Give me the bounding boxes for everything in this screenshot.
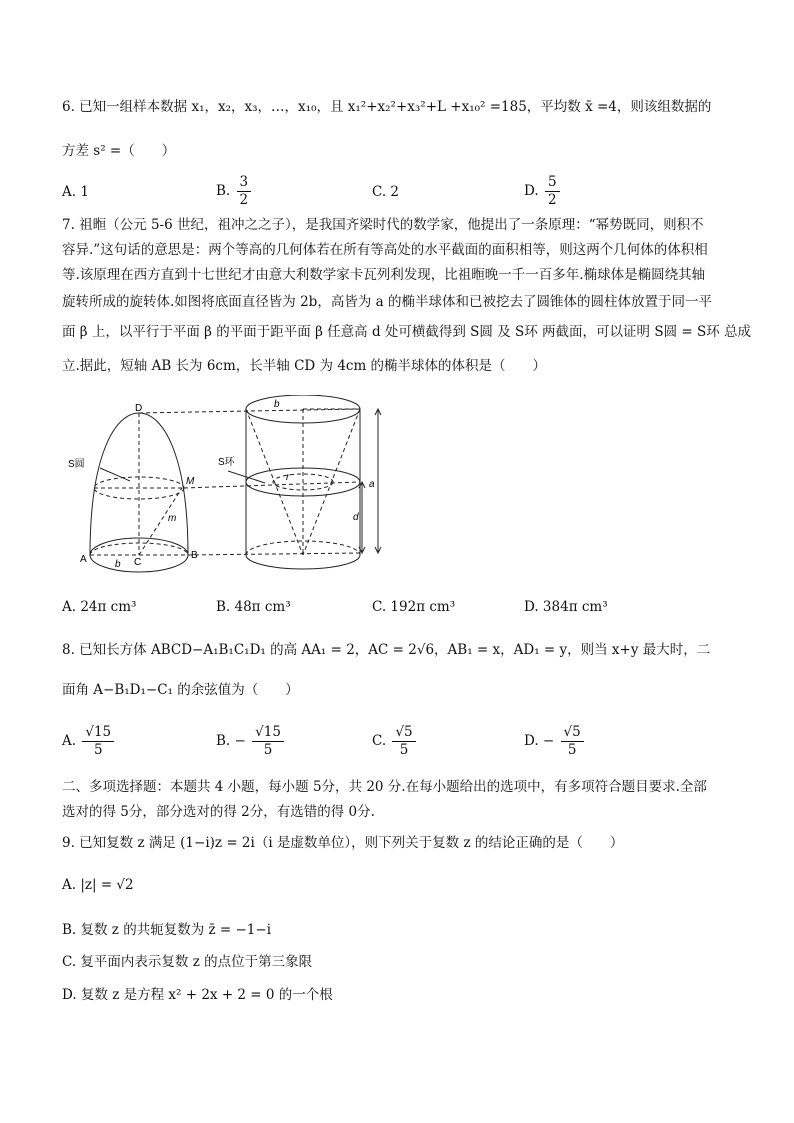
q8-option-b-fraction xyxy=(252,724,284,759)
q6-d-den: 2 xyxy=(547,192,557,208)
q9-option-d: D. 复数 z 是方程 x² + 2x + 2 = 0 的一个根 xyxy=(62,987,333,1003)
q7-line5: 面 β 上，以平行于平面 β 的平面于距平面 β 任意高 d 处可横截得到 S圆 及 S环 两截面，可以证明 S圆 = S环 总成 xyxy=(62,324,752,340)
q6-b-num: 3 xyxy=(237,174,252,192)
section2-line2: 选对的得 5分，部分选对的得 2分，有选错的得 0分. xyxy=(62,804,375,820)
q8-line2: 面角 A−B₁D₁−C₁ 的余弦值为（ ） xyxy=(62,682,299,698)
cone-right xyxy=(303,409,360,555)
q6-line2: 方差 s² =（ ） xyxy=(62,143,176,159)
label-S-ring: S环 xyxy=(218,457,235,468)
q8-b-den: 5 xyxy=(263,742,273,758)
q9-option-b: B. 复数 z 的共轭复数为 z̄ = −1−i xyxy=(62,922,272,938)
label-d: d xyxy=(353,512,359,523)
q8-option-c xyxy=(372,724,418,759)
q7-figure xyxy=(60,395,390,585)
q8-a-num: √15 xyxy=(82,724,114,742)
q7-option-b: B. 48π cm³ xyxy=(216,599,291,615)
q8-option-b-label: B. − xyxy=(216,733,246,749)
q6-option-c: C. 2 xyxy=(372,184,400,200)
q7-option-c: C. 192π cm³ xyxy=(372,599,456,615)
q7-line6: 立.据此，短轴 AB 长为 6cm，长半轴 CD 为 4cm 的椭半球体的体积是（ ） xyxy=(62,358,547,374)
q8-a-den: 5 xyxy=(93,742,103,758)
label-C: C xyxy=(134,557,142,568)
top-connect-line xyxy=(139,409,360,413)
section2-line1: 二、多项选择题：本题共 4 小题，每小题 5分，共 20 分.在每小题给出的选项中，有多项符合题目要求.全部 xyxy=(62,779,707,795)
q8-d-den: 5 xyxy=(567,742,577,758)
q9-option-a: A. |z| = √2 xyxy=(62,877,134,893)
q8-line1: 8. 已知长方体 ABCD−A₁B₁C₁D₁ 的高 AA₁ = 2，AC = 2√6，AB₁ = x，AD₁ = y，则当 x+y 最大时，二 xyxy=(62,642,711,658)
q7-line1: 7. 祖暅（公元 5-6 世纪，祖冲之之子），是我国齐梁时代的数学家，他提出了一条原理：“幂势既同，则积不 xyxy=(62,217,704,233)
cone-left xyxy=(246,409,303,555)
q8-option-d-fraction xyxy=(561,724,584,759)
q8-option-a-label: A. xyxy=(62,733,77,749)
mid-connect-line xyxy=(184,482,360,488)
q7-line2: 容异.”这句话的意思是：两个等高的几何体若在所有等高处的水平截面的面积相等，则这两个几何体的体积相 xyxy=(62,242,708,258)
q9-stem: 9. 已知复数 z 满足 (1−i)z = 2i（i 是虚数单位），则下列关于复数 z 的结论正确的是（ ） xyxy=(62,835,624,851)
q8-option-b xyxy=(216,724,286,759)
q6-option-b-label: B. xyxy=(216,183,231,199)
q7-option-d: D. 384π cm³ xyxy=(524,599,608,615)
label-b: b xyxy=(115,559,121,570)
q6-option-d xyxy=(524,174,562,209)
q8-b-num: √15 xyxy=(252,724,284,742)
label-a: a xyxy=(369,479,375,490)
cylinder-bottom-front xyxy=(246,555,360,569)
q6-option-d-label: D. xyxy=(524,183,539,199)
label-b-top: b xyxy=(274,399,280,410)
q8-c-num: √5 xyxy=(392,724,415,742)
label-m: m xyxy=(168,513,177,524)
base-connect-line xyxy=(188,553,360,555)
q8-option-a xyxy=(62,724,116,759)
q8-option-d xyxy=(524,724,586,759)
q6-option-d-fraction xyxy=(545,174,560,209)
q6-b-den: 2 xyxy=(239,192,249,208)
label-S-circle: S圆 xyxy=(68,459,85,470)
q6-d-num: 5 xyxy=(545,174,560,192)
q8-option-c-fraction xyxy=(392,724,415,759)
q8-option-a-fraction xyxy=(82,724,114,759)
q8-c-den: 5 xyxy=(399,742,409,758)
label-M: M xyxy=(186,476,195,487)
q8-option-d-label: D. − xyxy=(524,733,555,749)
q9-option-c: C. 复平面内表示复数 z 的点位于第三象限 xyxy=(62,954,313,970)
label-A: A xyxy=(80,554,87,565)
q7-option-a: A. 24π cm³ xyxy=(62,599,137,615)
q6-option-b-fraction xyxy=(237,174,252,209)
label-B: B xyxy=(191,550,198,561)
label-D: D xyxy=(135,403,143,414)
q8-option-c-label: C. xyxy=(372,733,387,749)
q6-line1: 6. 已知一组样本数据 x₁，x₂，x₃，…，x₁₀，且 x₁²+x₂²+x₃²+L +x₁₀² =185，平均数 x̄ =4，则该组数据的 xyxy=(62,99,712,115)
q7-line3: 等.该原理在西方直到十七世纪才由意大利数学家卡瓦列利发现，比祖暅晚一千一百多年.椭球体是椭圆绕其轴 xyxy=(62,267,706,283)
q6-option-b xyxy=(216,174,253,209)
q8-d-num: √5 xyxy=(561,724,584,742)
label-r: r xyxy=(286,472,290,483)
q7-line4: 旋转所成的旋转体.如图将底面直径皆为 2b，高皆为 a 的椭半球体和已被挖去了圆锥体的圆柱体放置于同一平 xyxy=(62,294,712,310)
q6-option-a: A. 1 xyxy=(62,184,89,200)
